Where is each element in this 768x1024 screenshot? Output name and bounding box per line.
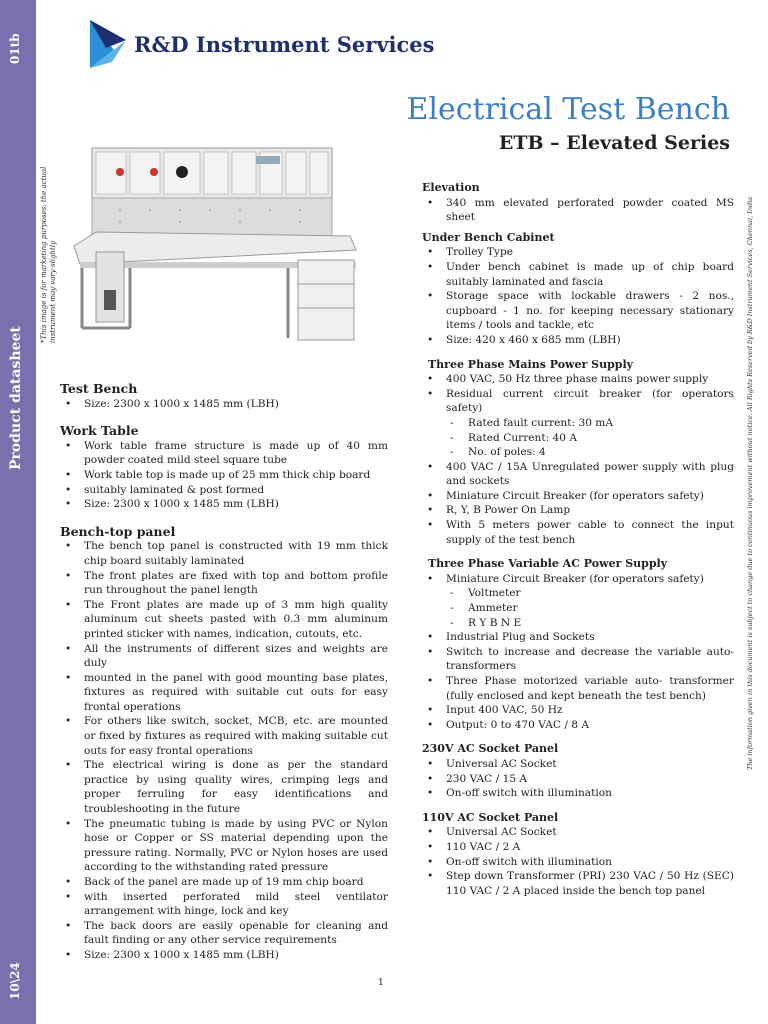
copyright-note: The information given in this document is subject to change due to continuous improvement without notice. All Rights Reserved by R&D Instrument Services, Chennai, India — [746, 196, 754, 770]
list-item: • For others like switch, socket, MCB, etc. are mounted or fixed by fixtures as required with making suitable cut outs for easy frontal operations — [60, 714, 388, 758]
list-item: • Miniature Circuit Breaker (for operators safety) — [422, 489, 734, 504]
list-item: • Storage space with lockable drawers - 2 nos., cupboard - 1 no. for keeping necessary stationary items / tools and tackle, etc — [422, 289, 734, 333]
section-heading: Under Bench Cabinet — [422, 230, 555, 244]
list-item: • mounted in the panel with good mounting base plates, fixtures as required with suitable cut outs for easy frontal operations — [60, 671, 388, 715]
list-item: • Back of the panel are made up of 19 mm chip board — [60, 875, 388, 890]
image-disclaimer: *This image is for marketing purposes; the actual instrument may vary slightly — [40, 166, 57, 343]
list-item: • Three Phase motorized variable auto- transformer (fully enclosed and kept beneath the test bench) — [422, 674, 734, 703]
list-item: • Size: 2300 x 1000 x 1485 mm (LBH) — [60, 397, 388, 412]
list-item: • Universal AC Socket — [422, 825, 734, 840]
list-item: • suitably laminated & post formed — [60, 483, 388, 498]
list-item: • On-off switch with illumination — [422, 786, 734, 801]
list-item: • Input 400 VAC, 50 Hz — [422, 703, 734, 718]
list-item: • With 5 meters power cable to connect the input supply of the test bench — [422, 518, 734, 547]
list-item: • 400 VAC, 50 Hz three phase mains power supply — [422, 372, 734, 387]
sub-list-item: - Rated Current: 40 A — [422, 431, 734, 446]
sub-list-item: - R Y B N E — [422, 616, 734, 631]
sub-list-item: - Voltmeter — [422, 586, 734, 601]
list-item: • The electrical wiring is done as per the standard practice by using quality wires, crimping legs and proper ferruling for easy identifications and troubleshooting in the future — [60, 758, 388, 816]
list-item: • Miniature Circuit Breaker (for operators safety) — [422, 572, 734, 587]
company-name: R&D Instrument Services — [134, 32, 435, 57]
list-item: • The pneumatic tubing is made by using PVC or Nylon hose or Copper or SS material depending upon the pressure rating. Normally, PVC or Nylon hoses are used according to the withstanding rated pressure — [60, 817, 388, 875]
sub-list-item: - Ammeter — [422, 601, 734, 616]
list-item: • Universal AC Socket — [422, 757, 734, 772]
list-item: • Step down Transformer (PRI) 230 VAC / 50 Hz (SEC) 110 VAC / 2 A placed inside the bench top panel — [422, 869, 734, 898]
page-number: 1 — [378, 978, 384, 988]
list-item: • Work table top is made up of 25 mm thick chip board — [60, 468, 388, 483]
list-item: • Trolley Type — [422, 245, 734, 260]
sidebar-label: Product datasheet — [8, 326, 24, 470]
sidebar-band — [0, 0, 36, 1024]
list-item: • The back doors are easily openable for cleaning and fault finding or any other service requirements — [60, 919, 388, 948]
section-heading: 110V AC Socket Panel — [422, 810, 559, 824]
list-item: • 340 mm elevated perforated powder coated MS sheet — [422, 196, 734, 225]
list-item: • Switch to increase and decrease the variable auto-transformers — [422, 645, 734, 674]
sub-list-item: - No. of poles: 4 — [422, 445, 734, 460]
list-item: • The bench top panel is constructed with 19 mm thick chip board suitably laminated — [60, 539, 388, 568]
list-item: • 400 VAC / 15A Unregulated power supply with plug and sockets — [422, 460, 734, 489]
list-item: • Work table frame structure is made up of 40 mm powder coated mild steel square tube — [60, 439, 388, 468]
list-item: • Output: 0 to 470 VAC / 8 A — [422, 718, 734, 733]
section-heading: Bench-top panel — [60, 523, 176, 539]
section-heading: 230V AC Socket Panel — [422, 742, 559, 756]
section-heading: Elevation — [422, 181, 480, 194]
list-item: • with inserted perforated mild steel ventilator arrangement with hinge, lock and key — [60, 890, 388, 919]
right-column — [422, 181, 734, 898]
list-item: • 230 VAC / 15 A — [422, 772, 734, 787]
sub-list-item: - Rated fault current: 30 mA — [422, 416, 734, 431]
list-item: • Size: 420 x 460 x 685 mm (LBH) — [422, 333, 734, 348]
list-item: • R, Y, B Power On Lamp — [422, 503, 734, 518]
list-item: • Industrial Plug and Sockets — [422, 630, 734, 645]
company-logo-icon — [84, 18, 132, 70]
section-heading: Test Bench — [60, 381, 138, 396]
list-item: • Size: 2300 x 1000 x 1485 mm (LBH) — [60, 497, 388, 512]
list-item: • All the instruments of different sizes and weights are duly — [60, 642, 388, 671]
list-item: • On-off switch with illumination — [422, 855, 734, 870]
list-item: • Size: 2300 x 1000 x 1485 mm (LBH) — [60, 948, 388, 963]
list-item: • The front plates are fixed with top and bottom profile run throughout the panel length — [60, 569, 388, 598]
section-heading: Three Phase Mains Power Supply — [428, 357, 634, 371]
list-item: • Under bench cabinet is made up of chip board suitably laminated and fascia — [422, 260, 734, 289]
list-item: • 110 VAC / 2 A — [422, 840, 734, 855]
doc-date: 10\24 — [8, 962, 22, 1000]
section-heading: Work Table — [60, 423, 139, 439]
page-subtitle: ETB – Elevated Series — [498, 132, 730, 154]
page-title: Electrical Test Bench — [406, 92, 730, 127]
section-heading: Three Phase Variable AC Power Supply — [428, 557, 668, 571]
doc-code: 01tb — [8, 33, 22, 64]
list-item: • The Front plates are made up of 3 mm high quality aluminum cut sheets pasted with 0.3 mm aluminum printed sticker with names, indication, cutouts, etc. — [60, 598, 388, 642]
left-column — [60, 382, 388, 963]
product-photo — [60, 140, 360, 358]
list-item: • Residual current circuit breaker (for operators safety) — [422, 387, 734, 416]
